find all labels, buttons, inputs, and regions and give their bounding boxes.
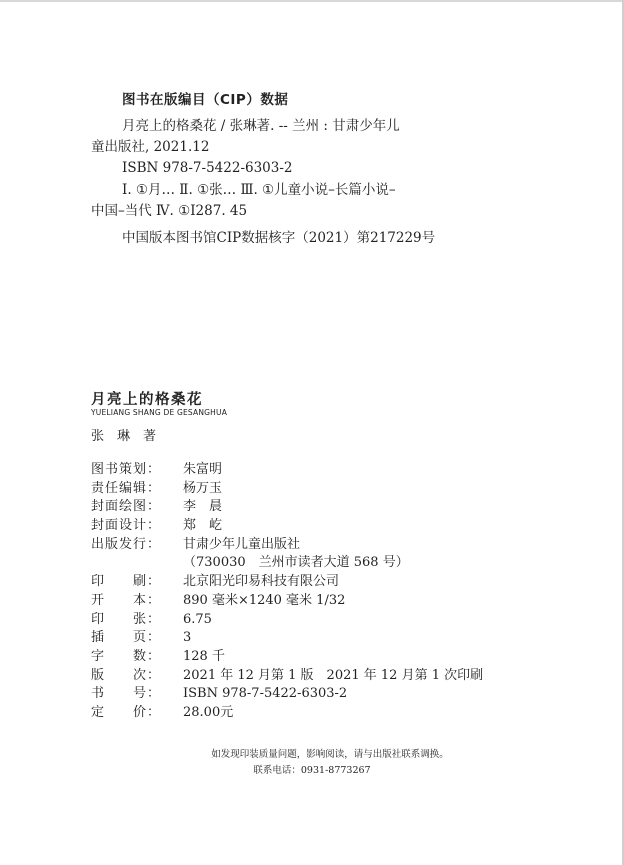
detail-row: [91, 536, 483, 555]
publication-details: [91, 461, 483, 723]
contact-phone: 联系电话：0931-8773267: [253, 765, 371, 776]
detail-value: ISBN 978-7-5422-6303-2: [183, 686, 348, 702]
book-title: 月亮上的格桑花: [91, 392, 203, 408]
detail-value: 北京阳光印易科技有限公司: [183, 574, 340, 590]
detail-label: 印 张：: [91, 611, 162, 627]
detail-row: [91, 685, 483, 704]
cip-heading: 图书在版编目（CIP）数据: [122, 92, 289, 108]
detail-value: 李 晨: [183, 499, 223, 515]
detail-value: 128 千: [183, 648, 225, 664]
quality-notice: 如发现印装质量问题，影响阅读，请与出版社联系调换。: [211, 749, 449, 760]
detail-row: [91, 667, 483, 686]
detail-value: 杨万玉: [183, 480, 223, 496]
book-author: 张 琳 著: [91, 429, 157, 444]
cip-desc-line: 童出版社, 2021.12: [91, 139, 210, 155]
cip-number: [91, 228, 435, 249]
cip-classification: [91, 180, 396, 222]
detail-value: 6.75: [183, 611, 212, 627]
detail-row: [91, 648, 483, 667]
detail-label: 封面设计：: [91, 518, 162, 534]
detail-row: [91, 554, 483, 573]
detail-row: [91, 498, 483, 517]
detail-label: [91, 554, 183, 573]
cip-isbn: ISBN 978-7-5422-6303-2: [122, 160, 293, 176]
detail-row: [91, 592, 483, 611]
detail-value: 890 毫米×1240 毫米 1/32: [183, 592, 346, 608]
detail-label: 开 本：: [91, 592, 162, 608]
detail-value: 2021 年 12 月第 1 版 2021 年 12 月第 1 次印刷: [183, 667, 484, 683]
detail-row: [91, 573, 483, 592]
detail-label: 出版发行：: [91, 536, 162, 552]
detail-value: （730030 兰州市读者大道 568 号）: [183, 555, 409, 571]
detail-label: 版 次：: [91, 667, 162, 683]
detail-row: [91, 611, 483, 630]
detail-label: 图书策划：: [91, 462, 162, 477]
cip-description: [91, 116, 400, 179]
cip-class-line: 中国–当代 Ⅳ. ①I287. 45: [91, 203, 248, 219]
detail-value: 3: [183, 630, 192, 646]
cip-class-line: Ⅰ. ①月… Ⅱ. ①张… Ⅲ. ①儿童小说–长篇小说–: [122, 182, 396, 198]
book-pinyin: YUELIANG SHANG DE GESANGHUA: [91, 408, 228, 417]
cip-desc-line: 月亮上的格桑花 / 张琳著. -- 兰州 : 甘肃少年儿: [122, 118, 400, 134]
detail-row: [91, 517, 483, 536]
detail-label: 定 价：: [91, 704, 162, 720]
detail-label: 字 数：: [91, 648, 162, 664]
detail-value: 朱富明: [183, 462, 223, 477]
detail-label: 插 页：: [91, 630, 162, 646]
detail-label: 封面绘图：: [91, 499, 162, 515]
detail-value: 28.00元: [183, 704, 234, 720]
detail-value: 甘肃少年儿童出版社: [183, 536, 301, 552]
detail-row: [91, 461, 483, 480]
detail-row: [91, 480, 483, 499]
detail-row: [91, 629, 483, 648]
detail-label: 责任编辑：: [91, 480, 162, 496]
detail-row: [91, 704, 483, 723]
cip-number-text: 中国版本图书馆CIP数据核字（2021）第217229号: [122, 230, 436, 246]
page-top-edge: [0, 0, 624, 2]
detail-label: 书 号：: [91, 686, 162, 702]
detail-value: 郑 屹: [183, 518, 223, 534]
detail-label: 印 刷：: [91, 574, 162, 590]
